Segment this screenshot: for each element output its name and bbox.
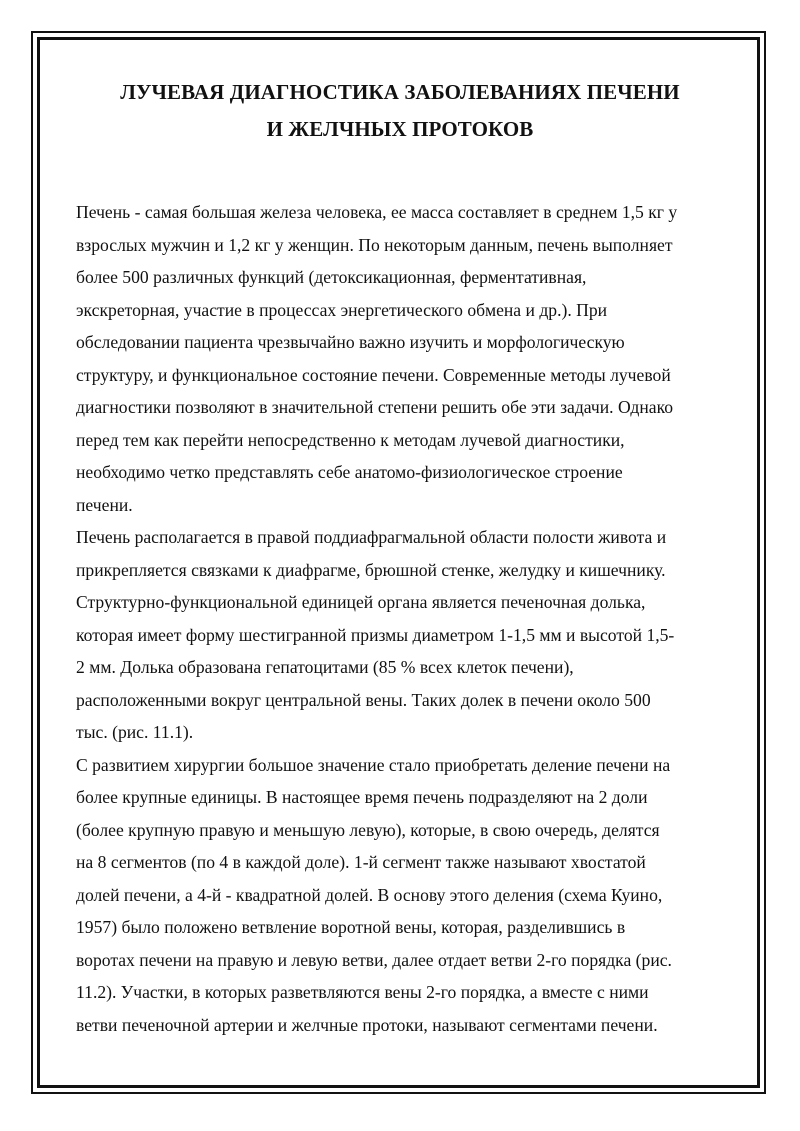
text-line: прикрепляется связками к диафрагме, брюшной стенке, желудку и кишечнику. [76, 559, 666, 580]
paragraph-liver-overview [76, 196, 736, 521]
text-line: необходимо четко представлять себе анатомо-физиологическое строение [76, 462, 623, 482]
text-line: экскреторная, участие в процессах энергетического обмена и др.). При [76, 299, 608, 320]
text-line: печени. [76, 494, 133, 515]
text-line: С развитием хирургии большое значение стало приобретать деление печени на [76, 754, 671, 775]
text-line: структуру, и функциональное состояние печени. Современные методы лучевой [76, 364, 671, 385]
text-line: более крупные единицы. В настоящее время печень подразделяют на 2 доли [76, 787, 648, 807]
text-line: 11.2). Участки, в которых разветвляются вены 2-го порядка, а вместе с ними [76, 982, 649, 1002]
text-line: которая имеет форму шестигранной призмы диаметром 1-1,5 мм и высотой 1,5- [76, 624, 675, 645]
document-title [60, 74, 740, 148]
text-line: 1957) было положено ветвление воротной вены, которая, разделившись в [76, 917, 626, 937]
text-line: ветви печеночной артерии и желчные протоки, называют сегментами печени. [76, 1014, 658, 1035]
text-line: взрослых мужчин и 1,2 кг у женщин. По некоторым данным, печень выполняет [76, 234, 673, 255]
text-line: перед тем как перейти непосредственно к методам лучевой диагностики, [76, 429, 625, 450]
text-line: 2 мм. Долька образована гепатоцитами (85 % всех клеток печени), [76, 657, 574, 677]
document-body [76, 196, 736, 1041]
text-line: Структурно-функциональной единицей органа является печеночная долька, [76, 592, 646, 612]
title-line: ЛУЧЕВАЯ ДИАГНОСТИКА ЗАБОЛЕВАНИЯХ ПЕЧЕНИ [120, 80, 680, 104]
text-line: воротах печени на правую и левую ветви, далее отдает ветви 2-го порядка (рис. [76, 949, 672, 970]
paragraph-liver-segments [76, 749, 736, 1042]
text-line: Печень - самая большая железа человека, ее масса составляет в среднем 1,5 кг у [76, 202, 678, 222]
text-line: на 8 сегментов (по 4 в каждой доле). 1-й сегмент также называют хвостатой [76, 852, 646, 872]
text-line: (более крупную правую и меньшую левую), которые, в свою очередь, делятся [76, 819, 660, 840]
text-line: Печень располагается в правой поддиафрагмальной области полости живота и [76, 527, 667, 547]
text-line: расположенными вокруг центральной вены. Таких долек в печени около 500 [76, 689, 651, 710]
title-line: И ЖЕЛЧНЫХ ПРОТОКОВ [266, 117, 534, 141]
text-line: более 500 различных функций (детоксикационная, ферментативная, [76, 267, 587, 287]
text-line: тыс. (рис. 11.1). [76, 722, 194, 742]
paragraph-liver-structure [76, 521, 736, 749]
text-line: долей печени, а 4-й - квадратной долей. В основу этого деления (схема Куино, [76, 884, 663, 905]
text-line: обследовании пациента чрезвычайно важно изучить и морфологическую [76, 332, 625, 352]
text-line: диагностики позволяют в значительной степени решить обе эти задачи. Однако [76, 397, 674, 417]
